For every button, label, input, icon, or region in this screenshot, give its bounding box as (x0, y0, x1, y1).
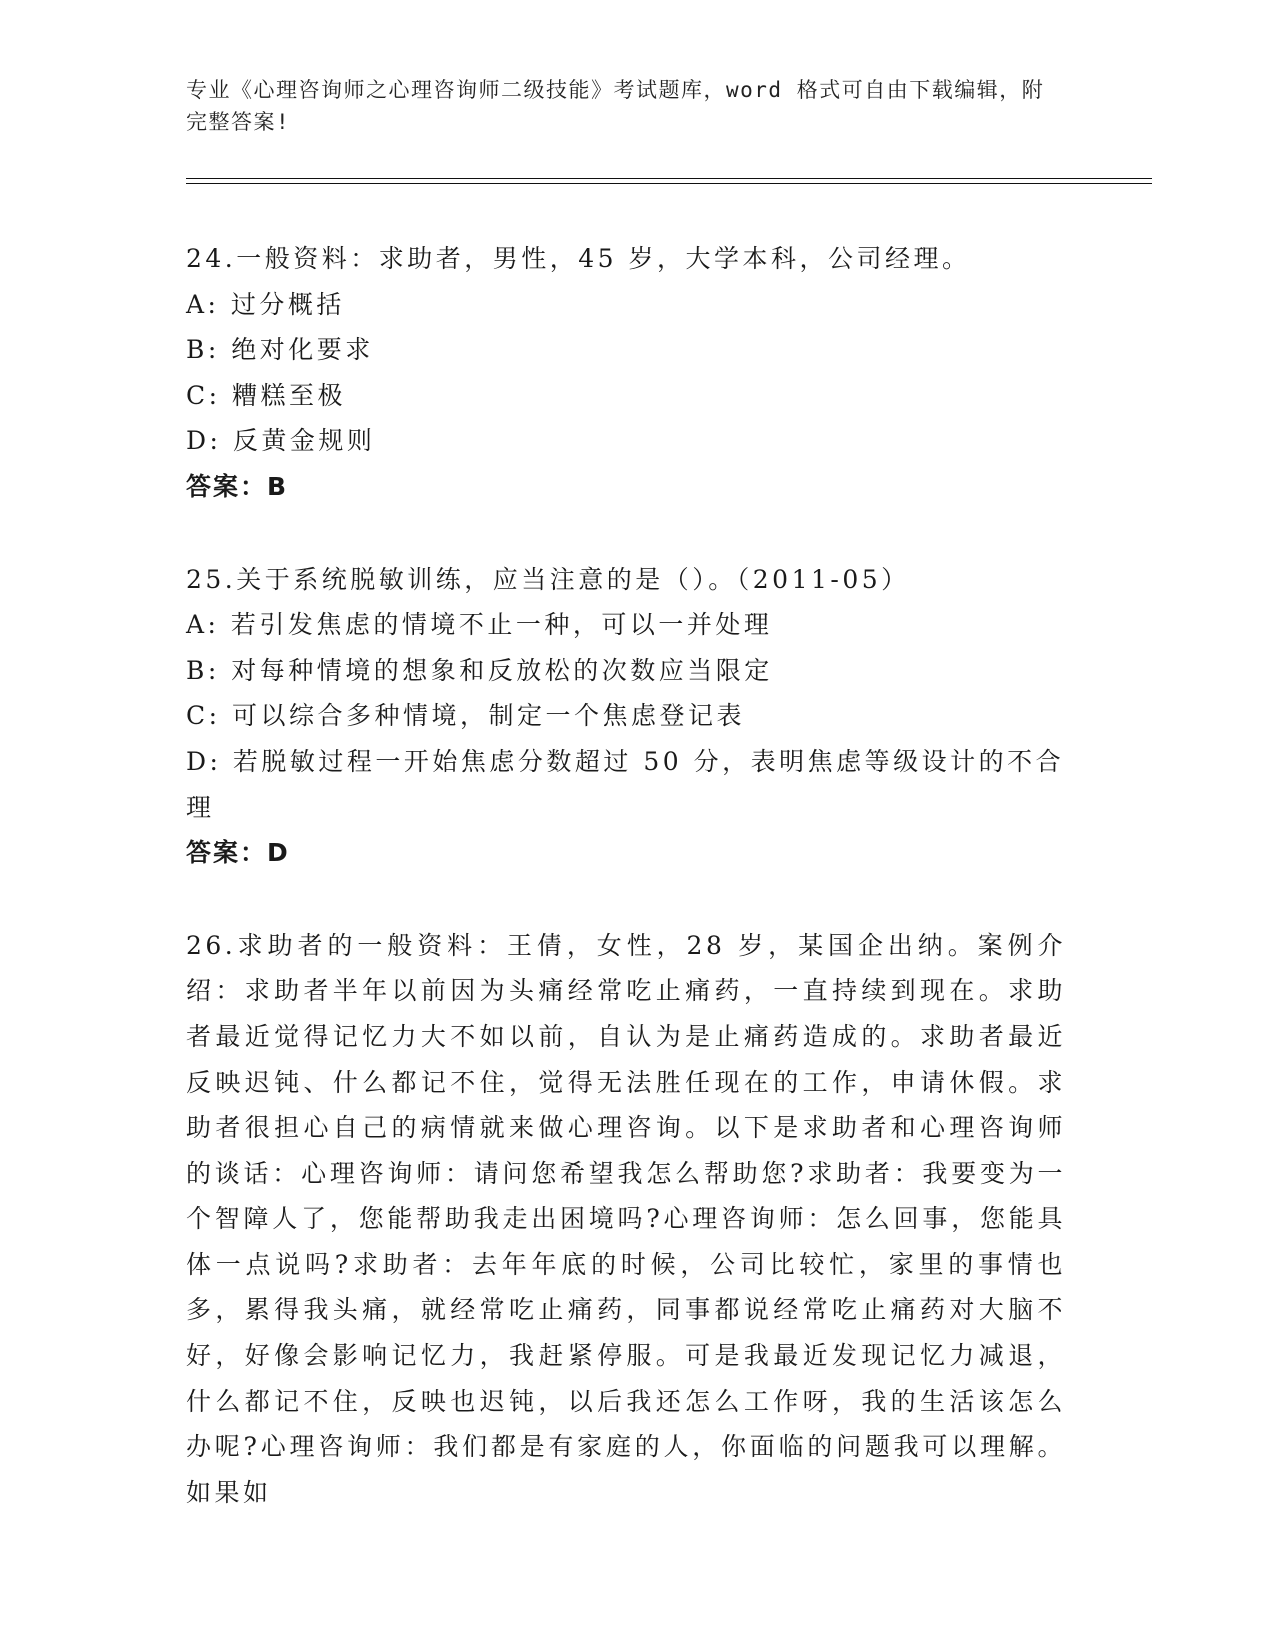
question-list (186, 236, 1066, 1515)
document-header: 专业《心理咨询师之心理咨询师二级技能》考试题库，word 格式可自由下载编辑，附完整答案! (186, 78, 1045, 134)
option-d: D: 反黄金规则 (186, 426, 376, 456)
header-divider-top (186, 178, 1152, 179)
header-divider-bottom (186, 183, 1152, 184)
option-a: A: 过分概括 (186, 289, 345, 319)
question-26 (186, 923, 1066, 1516)
answer: 答案：B (186, 471, 289, 501)
option-b: B: 绝对化要求 (186, 335, 374, 365)
option-c: C: 可以综合多种情境，制定一个焦虑登记表 (186, 701, 745, 731)
option-d: D: 若脱敏过程一开始焦虑分数超过 50 分，表明焦虑等级设计的不合理 (186, 746, 1065, 822)
question-25 (186, 557, 1066, 876)
question-spacer (186, 510, 1066, 557)
option-c: C: 糟糕至极 (186, 380, 346, 410)
option-a: A: 若引发焦虑的情境不止一种，可以一并处理 (186, 610, 773, 640)
question-stem: 24.一般资料：求助者，男性，45 岁，大学本科，公司经理。 (186, 244, 971, 273)
question-stem: 26.求助者的一般资料：王倩，女性，28 岁，某国企出纳。案例介绍：求助者半年以前因为头痛经常吃止痛药，一直持续到现在。求助者最近觉得记忆力大不如以前，自认为是止痛药造成的。求助者最近反映迟钝、什么都记不住，觉得无法胜任现在的工作，申请休假。求助者很担心自己的病情就来做心理咨询。以下是求助者和心理咨询师的谈话：心理咨询师：请问您希望我怎么帮助您?求助者：我要变为一个智障人了，您能帮助我走出困境吗?心理咨询师：怎么回事，您能具体一点说吗?求助者：去年年底的时候，公司比较忙，家里的事情也多，累得我头痛，就经常吃止痛药，同事都说经常吃止痛药对大脑不好，好像会影响记忆力，我赶紧停服。可是我最近发现记忆力减退，什么都记不住，反映也迟钝，以后我还怎么工作呀，我的生活该怎么办呢?心理咨询师：我们都是有家庭的人，你面临的问题我可以理解。如果如 (186, 930, 1066, 1507)
option-b: B: 对每种情境的想象和反放松的次数应当限定 (186, 655, 773, 685)
answer: 答案：D (186, 838, 290, 868)
question-24 (186, 236, 1066, 510)
question-spacer (186, 876, 1066, 923)
question-stem: 25.关于系统脱敏训练，应当注意的是（）。（2011-05） (186, 564, 910, 594)
